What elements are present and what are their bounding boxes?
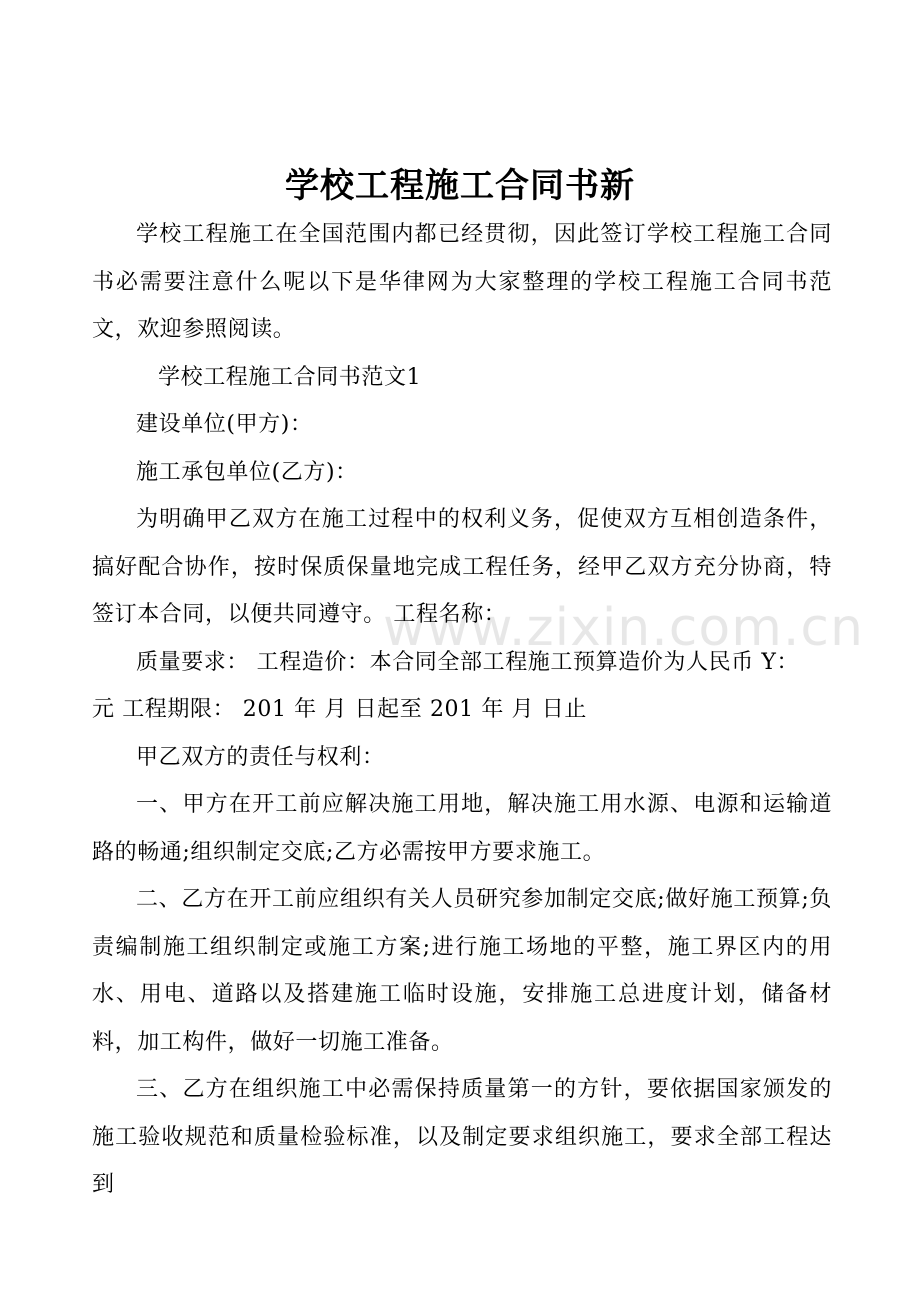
duty-item-2: 二、乙方在开工前应组织有关人员研究参加制定交底;做好施工预算;负责编制施工组织制定或施工方案;进行施工场地的平整，施工界区内的用水、用电、道路以及搭建施工临时设施，安排施工总进度计划，储备材料，加工构件，做好一切施工准备。 [92,887,832,1055]
document-body [92,211,832,1209]
quality-paragraph [92,639,832,734]
party-a-line: 建设单位(甲方)： [136,412,313,437]
quality-line-1: 质量要求： 工程造价：本合同全部工程施工预算造价为人民币 Y： [136,649,800,675]
sample-heading: 学校工程施工合同书范文1 [158,364,422,390]
purpose-paragraph: 为明确甲乙双方在施工过程中的权利义务，促使双方互相创造条件，搞好配合协作，按时保质保量地完成工程任务，经甲乙双方充分协商，特签订本合同，以便共同遵守。 工程名称： [92,507,832,627]
document-title: 学校工程施工合同书新 [285,166,635,206]
quality-line-2: 元 工程期限： 201 年 月 日起至 201 年 月 日止 [92,697,587,722]
party-b-line: 施工承包单位(乙方)： [136,459,358,485]
duties-heading: 甲乙双方的责任与权利： [136,744,385,770]
intro-paragraph: 学校工程施工在全国范围内都已经贯彻，因此签订学校工程施工合同书必需要注意什么呢以下是华律网为大家整理的学校工程施工合同书范文，欢迎参照阅读。 [92,222,832,342]
duty-item-1: 一、甲方在开工前应解决施工用地，解决施工用水源、电源和运输道路的畅通;组织制定交底;乙方必需按甲方要求施工。 [92,792,832,865]
duty-item-3: 三、乙方在组织施工中必需保持质量第一的方针，要依据国家颁发的施工验收规范和质量检验标准，以及制定要求组织施工，要求全部工程达到 [92,1077,832,1197]
watermark-text: www.zixin.com.cn [383,598,864,658]
